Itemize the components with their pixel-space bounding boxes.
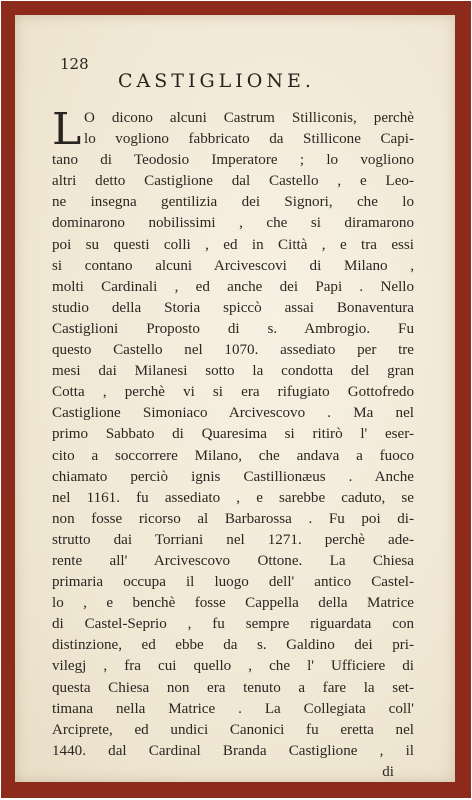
text-line: vilegj , fra cui quello , che l' Ufficiere di xyxy=(52,658,414,675)
text-line: timana nella Matrice . La Collegiata coll' xyxy=(52,700,414,717)
text-line: chiamato perciò ignis Castillionæus . Anche xyxy=(52,468,414,485)
text-line: si contano alcuni Arcivescovi di Milano , xyxy=(52,257,414,274)
text-line: dominarono nobilissimi , che si diramarono xyxy=(52,215,414,232)
text-line: cito a soccorrere Milano, che andava a fuoco xyxy=(52,447,414,464)
text-line: poi su questi colli , ed in Città , e tra essi xyxy=(52,236,414,253)
drop-cap: L xyxy=(52,104,82,155)
text-line: Cotta , perchè vi si era rifugiato Gottofredo xyxy=(52,384,414,401)
text-line: di Castel-Seprio , fu sempre riguardata con xyxy=(52,616,414,633)
text-line: tano di Teodosio Imperatore ; lo vogliono xyxy=(52,152,414,169)
text-line: molti Cardinali , ed anche dei Papi . Nello xyxy=(52,278,414,295)
text-line: strutto dai Torriani nel 1271. perchè ade- xyxy=(52,531,414,548)
text-line: distinzione, ed ebbe da s. Galdino dei pri- xyxy=(52,637,414,654)
text-line: nel 1161. fu assediato , e sarebbe caduto, se xyxy=(52,489,414,506)
text-line: primaria occupa il luogo dell' antico Castel- xyxy=(52,574,414,591)
text-line: Castiglione Simoniaco Arcivescovo . Ma nel xyxy=(52,405,414,422)
text-line: lo , e benchè fosse Cappella della Matrice xyxy=(52,595,414,612)
catchword: di xyxy=(382,763,394,780)
text-line: 1440. dal Cardinal Branda Castiglione , il xyxy=(52,742,414,759)
text-line: mesi dai Milanesi sotto la condotta del gran xyxy=(52,363,414,380)
text-line: altri detto Castiglione dal Castello , e Leo- xyxy=(52,173,414,190)
text-line: non fosse ricorso al Barbarossa . Fu poi di- xyxy=(52,510,414,527)
body-text xyxy=(52,104,414,783)
text-line: Castiglioni Proposto di s. Ambrogio. Fu xyxy=(52,320,414,337)
running-head: CASTIGLIONE. xyxy=(118,70,315,92)
text-line: studio della Storia spiccò assai Bonaventura xyxy=(52,299,414,316)
text-line: Arciprete, ed undici Canonici fu eretta nel xyxy=(52,721,414,738)
text-line: primo Sabbato di Quaresima si ritirò l' eser- xyxy=(52,426,414,443)
page-number: 128 xyxy=(60,55,89,73)
text-line: questo Castello nel 1070. assediato per tre xyxy=(52,342,414,359)
text-line: ne insegna gentilizia dei Signori, che lo xyxy=(52,194,414,211)
text-line: questa Chiesa non era tenuto a fare la set- xyxy=(52,679,414,696)
text-line: rente all' Arcivescovo Ottone. La Chiesa xyxy=(52,552,414,569)
text-line: O dicono alcuni Castrum Stilliconis, perchè xyxy=(84,110,414,126)
text-line: lo vogliono fabbricato da Stillicone Capi- xyxy=(84,131,414,148)
